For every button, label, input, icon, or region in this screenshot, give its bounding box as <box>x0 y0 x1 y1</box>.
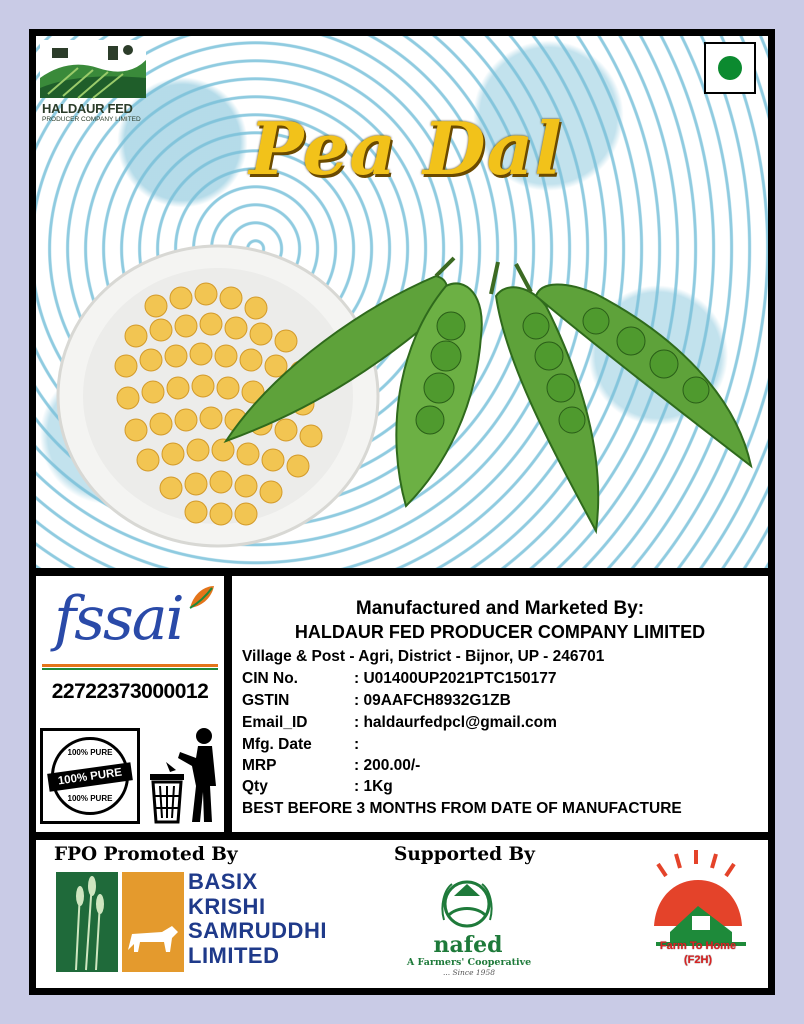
nafed-emblem-icon <box>438 876 496 936</box>
purity-seal <box>40 728 140 824</box>
farm-landscape-icon <box>38 38 148 100</box>
nafed-since: ... Since 1958 <box>442 968 495 977</box>
basix-line: BASIX <box>188 869 258 894</box>
basix-line: KRISHI <box>188 893 266 919</box>
detail-row-cin <box>242 670 557 688</box>
detail-value: : haldaurfedpcl@gmail.com <box>354 714 557 731</box>
detail-value: : <box>354 736 360 753</box>
cow-icon <box>122 872 184 972</box>
manufacturer-panel <box>232 576 768 832</box>
fssai-panel <box>36 576 224 832</box>
f2h-name: Farm To Home <box>659 940 737 952</box>
brand-name: HALDAUR FED <box>42 101 133 116</box>
purity-seal-bottom: 100% PURE <box>67 794 113 803</box>
detail-row-gstin <box>242 692 511 710</box>
purity-seal-ring <box>51 737 129 815</box>
detail-label: GSTIN <box>242 692 290 709</box>
best-before: BEST BEFORE 3 MONTHS FROM DATE OF MANUFACTURE <box>242 800 682 817</box>
footer-panel <box>36 840 768 988</box>
detail-label: Email_ID <box>242 714 308 731</box>
basix-line: SAMRUDDHI <box>188 918 327 943</box>
wheat-icon <box>56 872 118 972</box>
detail-value: : 1Kg <box>354 778 393 795</box>
basix-name <box>188 870 327 968</box>
nafed-tagline: A Farmers' Cooperative <box>406 957 532 968</box>
purity-seal-top: 100% PURE <box>67 748 113 757</box>
fssai-underline-green <box>42 668 218 670</box>
detail-value: : U01400UP2021PTC150177 <box>354 670 557 687</box>
fpo-promoted-label: FPO Promoted By <box>54 844 238 865</box>
basix-logo-green <box>56 872 118 972</box>
manufacturer-company: HALDAUR FED PRODUCER COMPANY LIMITED <box>294 622 706 642</box>
detail-label: CIN No. <box>242 670 298 687</box>
detail-value: : 200.00/- <box>354 757 421 774</box>
manufacturer-heading: Manufactured and Marketed By: <box>355 598 645 619</box>
supported-by-label: Supported By <box>394 844 535 865</box>
detail-row-mfg-date <box>242 736 359 754</box>
product-hero <box>36 36 768 568</box>
basix-logo-orange <box>122 872 184 972</box>
fssai-license-number: 22722373000012 <box>51 680 209 703</box>
dustbin-icon <box>146 726 220 826</box>
detail-row-email <box>242 714 557 732</box>
fssai-underline-orange <box>42 664 218 667</box>
detail-label: Mfg. Date <box>242 736 312 753</box>
f2h-abbr: (F2H) <box>683 954 713 966</box>
veg-mark-icon <box>704 42 756 94</box>
basix-line: LIMITED <box>188 942 280 968</box>
nafed-name: nafed <box>433 932 503 958</box>
detail-row-mrp <box>242 757 420 775</box>
purity-seal-main: 100% PURE <box>47 762 133 792</box>
detail-row-qty <box>242 778 393 796</box>
leaf-icon <box>186 582 216 612</box>
detail-label: MRP <box>242 757 277 774</box>
manufacturer-address: Village & Post - Agri, District - Bijnor, UP - 246701 <box>242 648 605 665</box>
product-title: Pea Dal <box>249 106 563 191</box>
fssai-logo: fssai <box>54 584 183 654</box>
brand-subtitle: PRODUCER COMPANY LIMITED <box>42 116 141 123</box>
detail-label: Qty <box>242 778 268 795</box>
detail-value: : 09AAFCH8932G1ZB <box>354 692 511 709</box>
brand-logo <box>38 38 148 126</box>
